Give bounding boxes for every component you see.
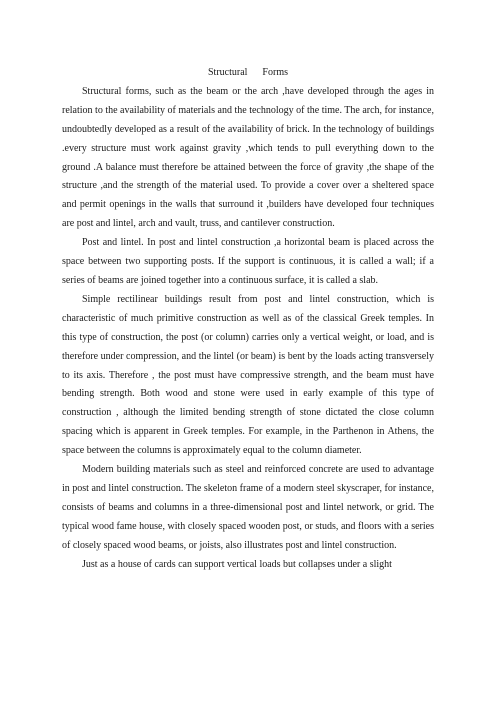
document-title: Structural Forms: [208, 67, 288, 78]
paragraph-modern-materials: Modern building materials such as steel and reinforced concrete are used to advantage in post and lintel construction. The skeleton frame of a modern steel skyscraper, for instance, consists of beams and columns in a three-dimensional post and lintel network, or grid. The typical wood fame house, with closely spaced wooden post, or studs, and floors with a series of closely spaced wood beams, or joists, also illustrates post and lintel construction.: [62, 464, 434, 551]
paragraph-rectilinear-buildings: Simple rectilinear buildings result from post and lintel construction, which is characteristic of much primitive construction as well as of the classical Greek temples. In this type of construction, the post (or column) carries only a vertical weight, or load, and is therefore under compression, and the lintel (or beam) is bent by the loads acting transversely to its axis. Therefore , the post must have compressive strength, and the beam must have bending strength. Both wood and stone were used in early example of this type of construction , although the limited bending strength of stone dictated the close column spacing which is apparent in Greek temples. For example, in the Parthenon in Athens, the space between the columns is approximately equal to the column diameter.: [62, 293, 434, 457]
paragraph-post-and-lintel: Post and lintel. In post and lintel construction ,a horizontal beam is placed across the space between two supporting posts. If the support is continuous, it is called a wall; if a series of beams are joined together into a continuous surface, it is called a slab.: [62, 237, 434, 286]
paragraph-house-of-cards: Just as a house of cards can support vertical loads but collapses under a slight: [82, 558, 392, 570]
paragraph-structural-forms: Structural forms, such as the beam or the arch ,have developed through the ages in relation to the availability of materials and the technology of the time. The arch, for instance, undoubtedly developed as a result of the availability of brick. In the technology of buildings .every structure must work against gravity ,which tends to pull everything down to the ground .A balance must therefore be attained between the force of gravity ,the shape of the structure ,and the strength of the material used. To provide a cover over a sheltered space and permit openings in the walls that surround it ,builders have developed four techniques are post and lintel, arch and vault, truss, and cantilever construction.: [62, 85, 434, 230]
document-body: [62, 64, 434, 574]
